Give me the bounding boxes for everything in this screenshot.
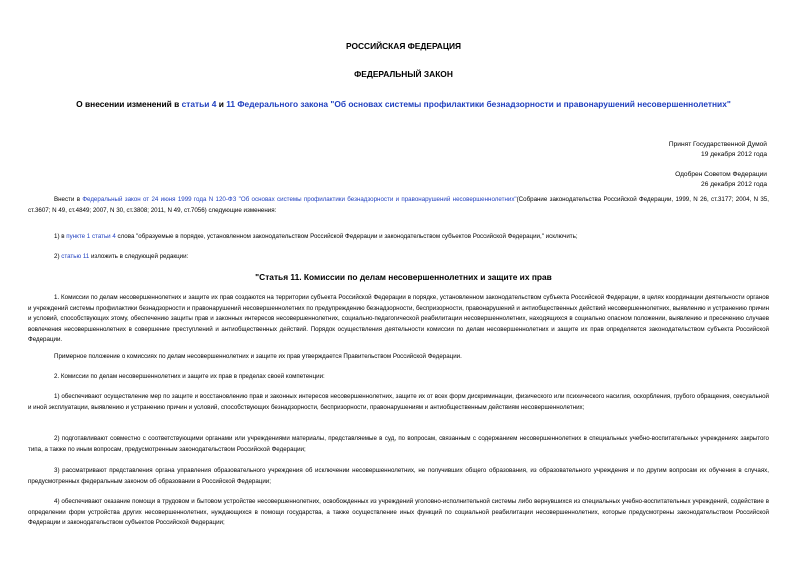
subject-and: и <box>216 99 227 109</box>
item-2 <box>28 252 769 263</box>
subject-prefix: О внесении изменений в <box>76 99 182 109</box>
adopted-duma <box>669 140 767 160</box>
item1-suffix: слова "образуемые в порядке, установленном законодательством Российской Федерации и законодательством субъектов Российской Федерации," исключить; <box>115 233 578 240</box>
intro-prefix: Внести в <box>54 196 83 203</box>
item2-prefix: 2) <box>54 253 62 260</box>
paragraph-7: 4) обеспечивают оказание помощи в трудовом и бытовом устройстве несовершеннолетних, освобожденных из учреждений уголовно-исполнительной системы либо вернувшихся из специальных учебно-воспитательных учреждений, содействие в определении форм устройства других несовершеннолетних, нуждающихся в помощи государства, а также осуществление иных функций по социальной реабилитации несовершеннолетних, которые предусмотрены законодательством Российской Федерации и законодательством субъектов Российской Федерации; <box>28 498 769 527</box>
item-1 <box>28 232 769 243</box>
item1-prefix: 1) в <box>54 233 67 240</box>
link-article-4[interactable]: статьи 4 <box>181 99 217 109</box>
paragraph-3: 2. Комиссии по делам несовершеннолетних и защите их прав в пределах своей компетенции: <box>54 373 325 380</box>
paragraph-6: 3) рассматривают представления органа управления образовательного учреждения об исключении несовершеннолетних, не получивших общего образования, из образовательного учреждения и по другим вопросам их обучения в случаях, предусмотренных федеральным законом об образовании в Российской Федерации; <box>28 467 769 485</box>
adopted-council <box>675 170 767 190</box>
law-subject <box>0 99 807 109</box>
adopted-duma-line1: Принят Государственной Думой <box>668 141 767 148</box>
title-country: РОССИЙСКАЯ ФЕДЕРАЦИЯ <box>345 41 462 51</box>
intro-suffix: (Собрание законодательства Российской Федерации, 1999, N 26, ст.3177; 2004, N 35, ст.3607; N 49, ст.4849; 2007, N 30, ст.3808; 2011, N 49, ст.7056) следующие изменения: <box>28 196 769 214</box>
adopted-council-line2: 26 декабря 2012 года <box>701 181 767 188</box>
paragraph-1: 1. Комиссии по делам несовершеннолетних и защите их прав создаются на территории субъекта Российской Федерации в порядке, установленном законодательством субъекта Российской Федерации, в целях координации деятельности органов и учреждений системы профилактики безнадзорности и правонарушений несовершеннолетних по предупреждению безнадзорности, беспризорности, правонарушений и антиобщественных действий несовершеннолетних, выявлению и устранению причин и условий, способствующих этому, обеспечению защиты прав и законных интересов несовершеннолетних, социально-педагогической реабилитации несовершеннолетних, находящихся в социально опасном положении, выявлению и пресечению случаев вовлечения несовершеннолетних в совершение преступлений и антиобщественных действий. Порядок осуществления деятельности комиссии по делам несовершеннолетних и защите их прав определяется законодательством субъекта Российской Федерации. <box>28 294 769 344</box>
paragraph-2: Примерное положение о комиссиях по делам несовершеннолетних и защите их прав утверждается Правительством Российской Федерации. <box>54 353 462 360</box>
link-article-11[interactable]: статью 11 <box>61 253 90 260</box>
link-article-11-law[interactable]: 11 Федерального закона "Об основах системы профилактики безнадзорности и правонарушений несовершеннолетних" <box>226 99 731 109</box>
adopted-duma-line2: 19 декабря 2012 года <box>701 151 767 158</box>
item2-suffix: изложить в следующей редакции: <box>89 253 189 260</box>
adopted-council-line1: Одобрен Советом Федерации <box>675 171 767 178</box>
link-point-1-article-4[interactable]: пункте 1 статьи 4 <box>66 233 116 240</box>
title-law: ФЕДЕРАЛЬНЫЙ ЗАКОН <box>354 69 453 79</box>
link-federal-law-120[interactable]: Федеральный закон от 24 июня 1999 года N 120-ФЗ "Об основах системы профилактики безнадзорности и правонарушений несовершеннолетних" <box>82 196 517 203</box>
intro-paragraph <box>28 195 769 216</box>
article-11-title: "Статья 11. Комиссии по делам несовершеннолетних и защите их прав <box>255 272 552 282</box>
paragraph-5: 2) подготавливают совместно с соответствующими органами или учреждениями материалы, представляемые в суд, по вопросам, связанным с содержанием несовершеннолетних в специальных учебно-воспитательных учреждениях закрытого типа, а также по иным вопросам, предусмотренным законодательством Российской Федерации; <box>28 435 769 453</box>
paragraph-4: 1) обеспечивают осуществление мер по защите и восстановлению прав и законных интересов несовершеннолетних, защите их от всех форм дискриминации, физического или психического насилия, оскорбления, грубого обращения, сексуальной и иной эксплуатации, выявлению и устранению причин и условий, способствующих безнадзорности, беспризорности, правонарушениям и антиобщественным действиям несовершеннолетних; <box>28 393 769 411</box>
